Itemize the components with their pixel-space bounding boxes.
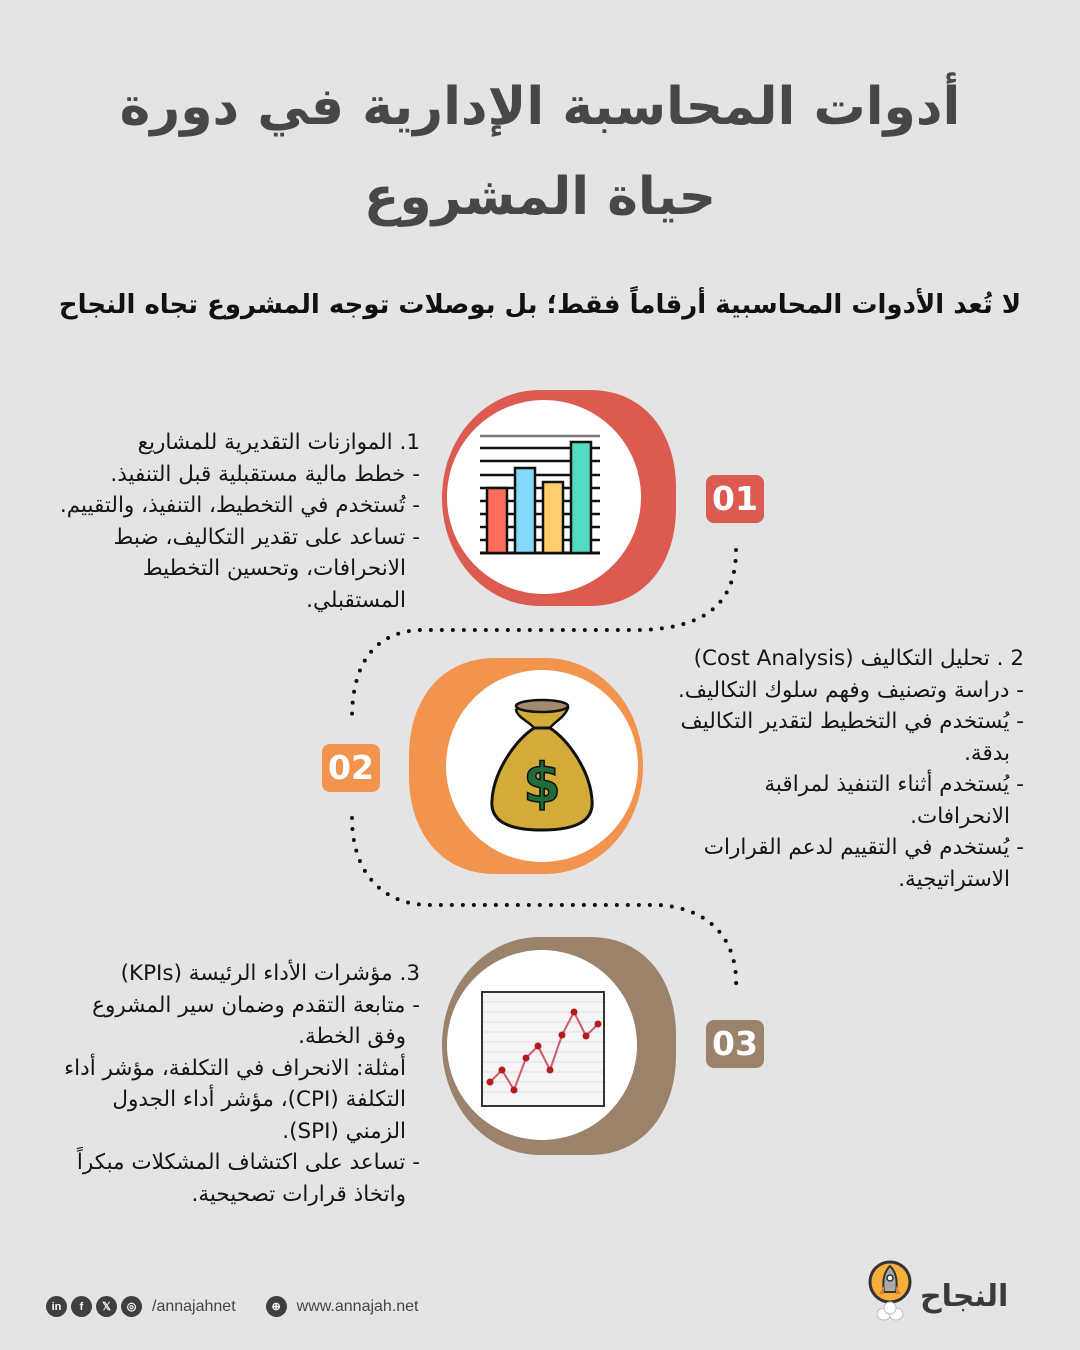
section-2-icon-circle [446, 670, 638, 862]
social-handle[interactable]: /annajahnet [152, 1297, 236, 1315]
facebook-icon[interactable]: f [71, 1296, 92, 1317]
section-3-icon-circle [447, 950, 637, 1140]
section-2-text [678, 643, 1024, 895]
brand-logo [868, 1258, 1008, 1334]
section-2-line: - دراسة وتصنيف وفهم سلوك التكاليف. [677, 677, 1024, 703]
title-line-1: أدوات المحاسبة الإدارية في دورة [119, 77, 961, 137]
section-1-icon-circle [447, 400, 641, 594]
brand-name: النجاح [920, 1278, 1009, 1314]
section-3-line: - متابعة التقدم وضمان سير المشروع [92, 992, 420, 1018]
globe-icon: ⊕ [266, 1296, 287, 1317]
section-3-line: واتخاذ قرارات تصحيحية. [191, 1181, 406, 1207]
bar-chart-icon [447, 400, 641, 594]
section-1-heading: 1. الموازنات التقديرية للمشاريع [137, 430, 420, 455]
section-2-line: - يُستخدم في التقييم لدعم القرارات [703, 835, 1024, 860]
section-2-line: بدقة. [964, 740, 1010, 766]
instagram-icon[interactable]: ◎ [121, 1296, 142, 1317]
section-1-line: - خطط مالية مستقبلية قبل التنفيذ. [110, 461, 420, 487]
section-1-badge: 01 [706, 475, 764, 523]
section-3-text [64, 958, 420, 1210]
section-3-line: أمثلة: الانحراف في التكلفة، مؤشر أداء [64, 1055, 406, 1081]
section-2-line: - يُستخدم في التخطيط لتقدير التكاليف [680, 709, 1024, 734]
section-3-heading: 3. مؤشرات الأداء الرئيسة (KPIs) [120, 961, 420, 986]
line-chart-icon [447, 950, 637, 1140]
x-icon[interactable]: 𝕏 [96, 1296, 117, 1317]
section-1-line: الانحرافات، وتحسين التخطيط [142, 556, 406, 581]
section-1-line: - تساعد على تقدير التكاليف، ضبط [113, 524, 420, 550]
section-1-text [60, 427, 420, 616]
svg-text:$: $ [523, 752, 561, 815]
linkedin-icon[interactable]: in [46, 1296, 67, 1317]
section-3-line: التكلفة (CPI)، مؤشر أداء الجدول [112, 1087, 406, 1112]
footer [46, 1296, 419, 1317]
section-2-heading: 2 . تحليل التكاليف (Cost Analysis) [693, 646, 1024, 671]
section-2-line: - يُستخدم أثناء التنفيذ لمراقبة [764, 772, 1024, 797]
rocket-icon [868, 1258, 912, 1334]
title-line-2: حياة المشروع [363, 167, 717, 227]
section-1-line: المستقبلي. [306, 587, 406, 613]
money-bag-icon [446, 670, 638, 862]
section-2-line: الانحرافات. [910, 803, 1010, 829]
section-3-line: - تساعد على اكتشاف المشكلات مبكراً [76, 1150, 420, 1175]
section-3-badge: 03 [706, 1020, 764, 1068]
website-link[interactable]: www.annajah.net [296, 1297, 419, 1315]
section-3-line: الزمني (SPI). [282, 1118, 406, 1144]
section-3-line: وفق الخطة. [298, 1024, 406, 1049]
subtitle: لا تُعد الأدوات المحاسبية أرقاماً فقط؛ بل بوصلات توجه المشروع تجاه النجاح [58, 290, 1022, 320]
section-2-line: الاستراتيجية. [898, 866, 1010, 892]
section-1-line: - تُستخدم في التخطيط، التنفيذ، والتقييم. [59, 493, 420, 518]
section-2-badge: 02 [322, 744, 380, 792]
